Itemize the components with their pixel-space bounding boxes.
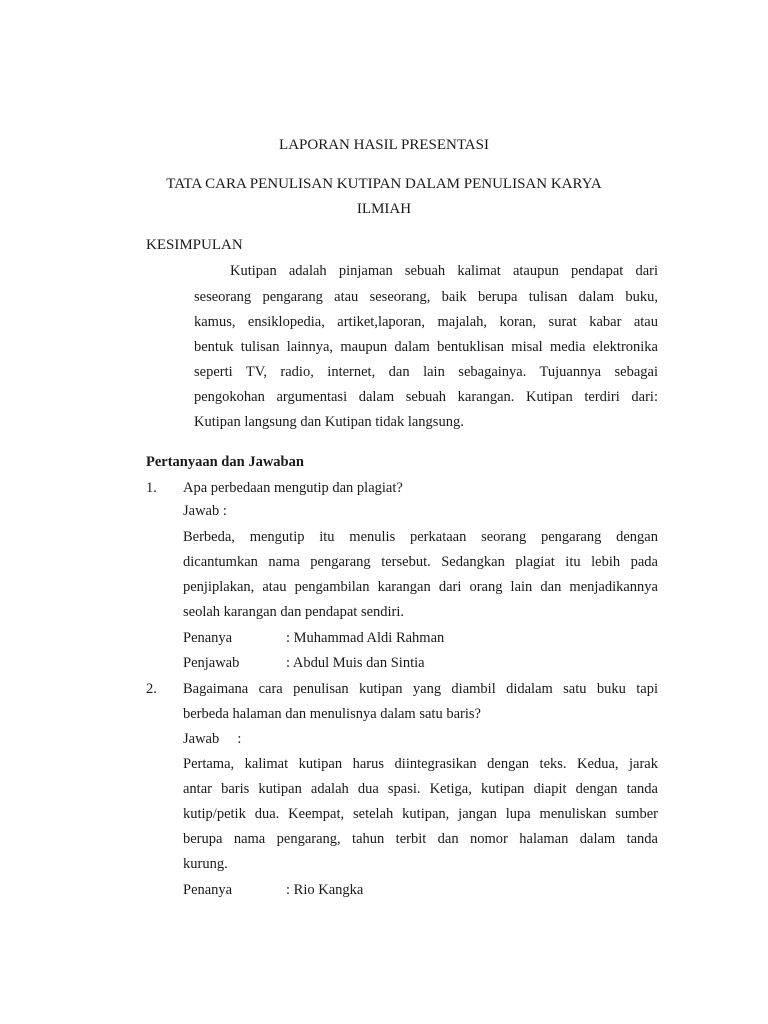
penanya-value: : Rio Kangka [286,882,364,898]
paragraph-line: pengokohan argumentasi dalam sebuah karangan. Kutipan terdiri dari: [194,389,658,405]
document-subtitle-line-2: ILMIAH [356,201,412,217]
paragraph-line: bentuk tulisan lainnya, maupun dalam bentuklisan misal media elektronika [194,339,658,355]
qa-item-number: 1. [146,480,157,496]
qa-answer-line: penjiplakan, atau pengambilan karangan dari orang lain dan menjadikannya [183,579,658,595]
paragraph-line: seperti TV, radio, internet, dan lain sebagainya. Tujuannya sebagai [194,364,658,380]
paragraph-line: Kutipan langsung dan Kutipan tidak langsung. [194,414,464,430]
kesimpulan-heading: KESIMPULAN [146,237,243,253]
qa-question-line: Apa perbedaan mengutip dan plagiat? [183,480,403,496]
penjawab-value: : Abdul Muis dan Sintia [286,655,425,671]
penanya-label: Penanya [183,882,233,898]
document-subtitle-line-1: TATA CARA PENULISAN KUTIPAN DALAM PENULISAN KARYA [166,176,602,192]
qa-answer-line: antar baris kutipan adalah dua spasi. Ketiga, kutipan diapit dengan tanda [183,781,658,797]
qa-answer-line: seolah karangan dan pendapat sendiri. [183,604,405,620]
qa-item-number: 2. [146,681,157,697]
qa-question-line: berbeda halaman dan menulisnya dalam satu baris? [183,706,481,722]
paragraph-line: Kutipan adalah pinjaman sebuah kalimat ataupun pendapat dari [230,263,658,279]
qa-answer-label: Jawab : [183,731,242,747]
qa-question-line: Bagaimana cara penulisan kutipan yang diambil didalam satu buku tapi [183,681,658,697]
qa-answer-line: Berbeda, mengutip itu menulis perkataan seorang pengarang dengan [183,529,658,545]
paragraph-line: kamus, ensiklopedia, artiket,laporan, majalah, koran, surat kabar atau [194,314,658,330]
document-title: LAPORAN HASIL PRESENTASI [279,137,489,153]
qa-answer-line: kutip/petik dua. Keempat, setelah kutipan, jangan lupa menuliskan sumber [183,806,658,822]
qa-answer-line: dicantumkan nama pengarang tersebut. Sedangkan plagiat itu lebih pada [183,554,658,570]
qa-answer-label: Jawab : [183,503,227,519]
penjawab-label: Penjawab [183,655,240,671]
penanya-value: : Muhammad Aldi Rahman [286,630,445,646]
qa-answer-line: berupa nama pengarang, tahun terbit dan nomor halaman dalam tanda [183,831,658,847]
qa-answer-line: kurung. [183,856,228,872]
qa-heading: Pertanyaan dan Jawaban [146,454,304,470]
penanya-label: Penanya [183,630,233,646]
paragraph-line: seseorang pengarang atau seseorang, baik berupa tulisan dalam buku, [194,289,658,305]
qa-answer-line: Pertama, kalimat kutipan harus diintegrasikan dengan teks. Kedua, jarak [183,756,658,772]
